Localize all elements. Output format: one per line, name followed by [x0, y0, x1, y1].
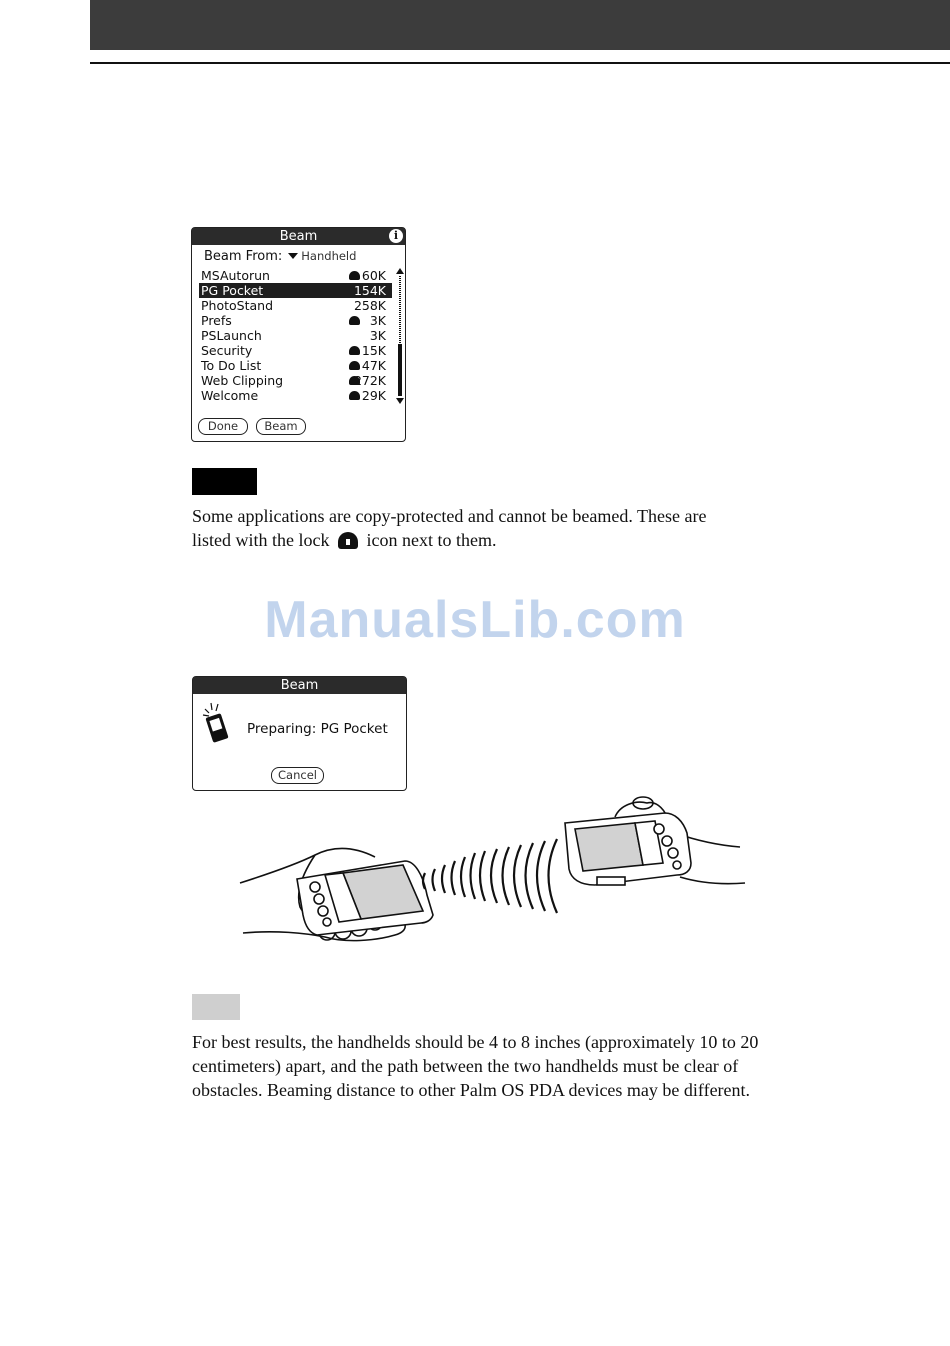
app-size: 15K	[361, 343, 386, 358]
app-name: Prefs	[201, 313, 232, 328]
app-list-item[interactable]	[199, 283, 392, 298]
app-list-item[interactable]	[199, 388, 392, 403]
beaming-illustration	[235, 795, 750, 955]
app-size: 154K	[353, 283, 386, 298]
note-line-2-after: icon next to them.	[366, 530, 497, 550]
app-name: Security	[201, 343, 253, 358]
lock-icon	[349, 271, 360, 280]
tip-label	[192, 994, 240, 1020]
right-handheld-device	[565, 813, 691, 885]
lock-icon	[349, 316, 360, 325]
app-name: PSLaunch	[201, 328, 262, 343]
app-size: 3K	[369, 313, 386, 328]
watermark: ManualsLib.com	[264, 591, 686, 649]
app-size: 3K	[369, 328, 386, 343]
lock-icon	[349, 391, 360, 400]
note-paragraph	[192, 504, 812, 552]
dropdown-triangle-icon[interactable]	[288, 253, 298, 259]
app-list-item[interactable]	[199, 313, 392, 328]
done-button[interactable]: Done	[198, 418, 248, 435]
left-handheld-device	[297, 861, 433, 935]
lock-icon	[338, 532, 358, 549]
app-list-item[interactable]	[199, 268, 392, 283]
scroll-track[interactable]	[399, 276, 401, 344]
note-line-1: Some applications are copy-protected and cannot be beamed. These are	[192, 506, 707, 526]
beam-dialog	[191, 227, 406, 442]
scroll-down-arrow-icon[interactable]	[396, 398, 404, 404]
preparing-dialog-title: Beam	[193, 677, 406, 694]
beam-from	[204, 249, 356, 264]
preparing-message: Preparing: PG Pocket	[247, 721, 388, 737]
beam-from-label: Beam From:	[204, 249, 283, 264]
app-size: 47K	[361, 358, 386, 373]
app-list-item[interactable]	[199, 343, 392, 358]
app-name: Web Clipping	[201, 373, 284, 388]
app-list-item[interactable]	[199, 358, 392, 373]
beam-from-selector[interactable]: Handheld	[301, 249, 357, 263]
scroll-thumb[interactable]	[398, 344, 402, 396]
header-rule	[90, 62, 950, 64]
app-name: To Do List	[201, 358, 262, 373]
lock-icon	[349, 346, 360, 355]
app-list-item[interactable]	[199, 298, 392, 313]
note-label	[192, 468, 257, 495]
app-name: Welcome	[201, 388, 259, 403]
header-band	[90, 0, 950, 50]
app-size: 29K	[361, 388, 386, 403]
note-line-2-before: listed with the lock	[192, 530, 330, 550]
app-size: 60K	[361, 268, 386, 283]
scroll-up-arrow-icon[interactable]	[396, 268, 404, 274]
cancel-button[interactable]: Cancel	[271, 767, 324, 784]
beam-dialog-title-text: Beam	[279, 229, 318, 244]
beaming-handheld-icon	[201, 701, 233, 745]
app-name: MSAutorun	[201, 268, 270, 283]
beam-dialog-title	[192, 228, 405, 245]
info-icon[interactable]: i	[389, 229, 403, 243]
tip-paragraph: For best results, the handhelds should be 4 to 8 inches (approximately 10 to 20 centimeters) apart, and the path between the two handhelds must be clear of obstacles. Beaming distance to other Palm OS PDA devices may be different.	[192, 1032, 759, 1100]
app-name: PhotoStand	[201, 298, 274, 313]
lock-icon	[349, 361, 360, 370]
app-list	[199, 268, 392, 403]
preparing-dialog	[192, 676, 407, 791]
app-size: 258K	[353, 298, 386, 313]
app-size: 272K	[353, 373, 386, 388]
app-list-item[interactable]	[199, 373, 392, 388]
app-name: PG Pocket	[201, 283, 264, 298]
app-list-item[interactable]	[199, 328, 392, 343]
beam-button[interactable]: Beam	[256, 418, 306, 435]
scrollbar[interactable]	[396, 268, 404, 404]
